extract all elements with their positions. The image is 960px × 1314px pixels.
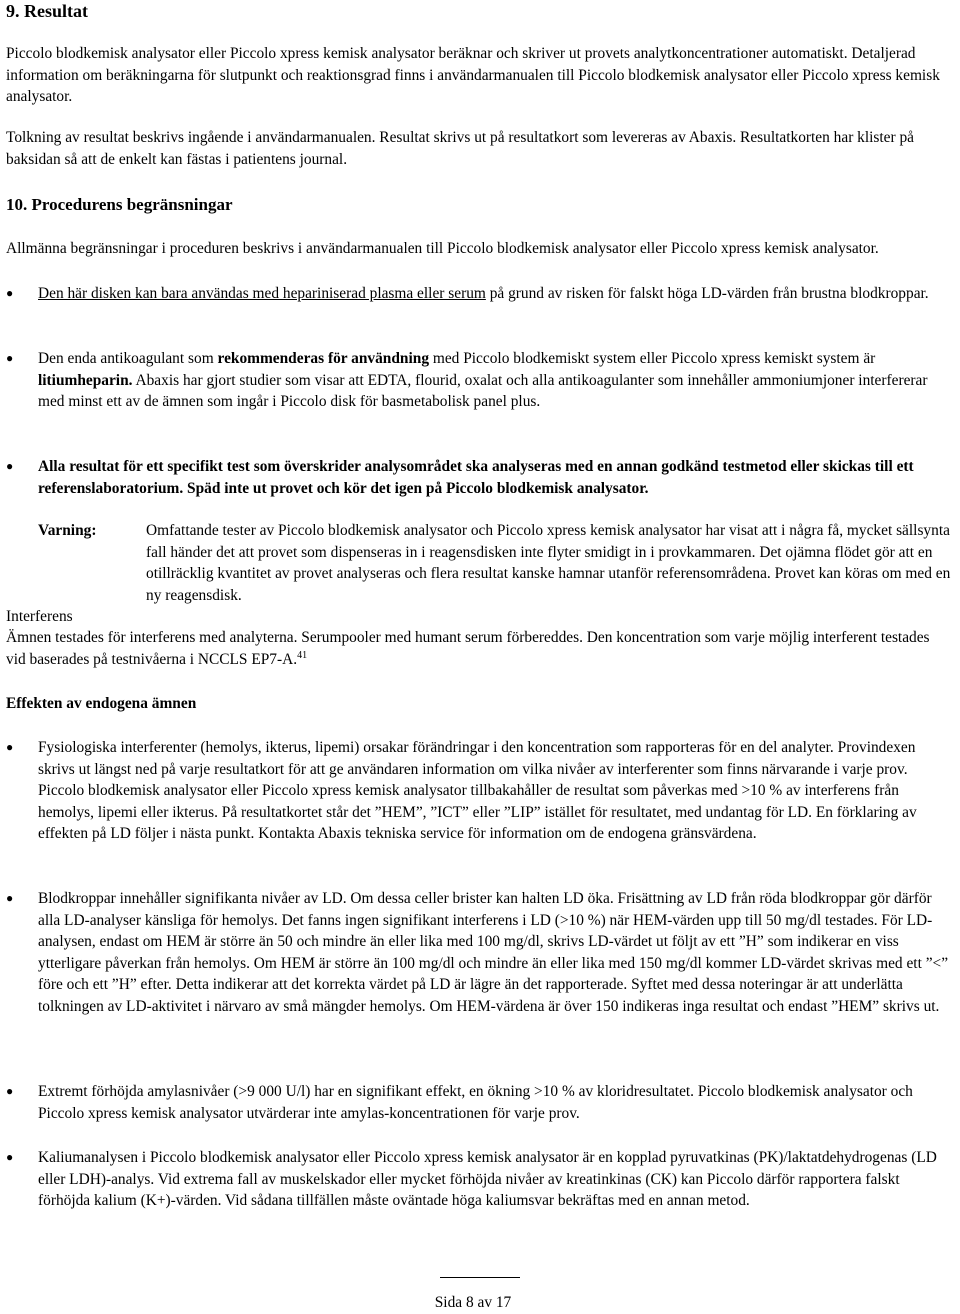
bullet-icon: ● <box>6 740 14 754</box>
warning-label: Varning: <box>38 522 97 539</box>
effekten-heading: Effekten av endogena ämnen <box>6 695 197 712</box>
section-9-paragraph-2: Tolkning av resultat beskrivs ingående i användarmanualen. Resultat skrivs ut på resultatkort som levereras av Abaxis. Resultatkorten har klister på baksidan så att de enkelt kan fästas i patientens journal. <box>6 129 915 168</box>
section-9-paragraph-1: Piccolo blodkemisk analysator eller Piccolo xpress kemisk analysator beräknar och skriver ut provets analytkoncentrationer automatiskt. Detaljerad information om beräkningarna för slutpunkt och reaktionsgrad finns i användarmanualen till Piccolo blodkemisk analysator eller Piccolo xpress kemisk analysator. <box>6 45 940 106</box>
interferens-text: Ämnen testades för interferens med analyterna. Serumpooler med humant serum förbereddes. Den koncentration som varje möjlig interferent testades vid baserades på testnivåerna i NCCLS EP7-A.$^{41}$ <box>6 629 930 668</box>
bullet-icon: ● <box>6 891 14 905</box>
section-10-intro: Allmänna begränsningar i proceduren beskrivs i användarmanualen till Piccolo blodkemisk analysator eller Piccolo xpress kemisk analysator. <box>6 240 879 257</box>
bullet-icon: ● <box>6 459 14 473</box>
interferens-heading: Interferens <box>6 608 73 625</box>
bullet-icon: ● <box>6 286 14 300</box>
list-item-text: Kaliumanalysen i Piccolo blodkemisk analysator eller Piccolo xpress kemisk analysator är en kopplad pyruvatkinas (PK)/laktatdehydrogenas (LD eller LDH)-analys. Vid extrema fall av muskelskador eller mycket förhöjda nivåer av kreatinkinas (CK) kan Piccolo därför rapportera falskt förhöjda kalium (K+)-värden. Vid sådana tillfällen måste oväntade höga kaliumsvar bekräftas med en annan metod. <box>38 1149 937 1210</box>
bullet-icon: ● <box>6 1150 14 1164</box>
list-item-text: Den här disken kan bara användas med hepariniserad plasma eller serum på grund av risken för falskt höga LD-värden från brustna blodkroppar. <box>38 285 929 302</box>
section-9-heading: 9. Resultat <box>6 1 88 21</box>
bullet-icon: ● <box>6 351 14 365</box>
section-10-heading: 10. Procedurens begränsningar <box>6 195 233 214</box>
list-item-text: Fysiologiska interferenter (hemolys, ikterus, lipemi) orsakar förändringar i den koncentration som rapporteras för en del analyter. Provindexen skrivs ut längst ned på varje resultatkort för att ge användaren information om vilka nivåer av interferenter som finns närvarande i varje prov. Piccolo blodkemisk analysator eller Piccolo xpress kemisk analysator tillbakahåller de resultat som påverkas med >10 % av interferens från hemolys, lipemi eller ikterus. På resultatkortet står det ”HEM”, ”ICT” eller ”LIP” istället för resultatet, med undantag för LD. En förklaring av effekten på LD följer i nästa punkt. Kontakta Abaxis tekniska service för information om de endogena gränsvärdena. <box>38 739 917 843</box>
list-item-text: Blodkroppar innehåller signifikanta nivåer av LD. Om dessa celler brister kan halten LD öka. Frisättning av LD från röda blodkroppar gör därför alla LD-analyser känsliga för hemolys. Det fanns ingen signifikant interferens i LD (>10 %) när HEM-värden upp till 50 mg/dl testades. För LD-analysen, endast om HEM är större än 50 och mindre än eller lika med 100 mg/dl, skrivs LD-värdet ut följt av ett ”H” som indikerar en viss ytterligare påverkan från hemolys. Om HEM är större än 100 mg/dl och mindre än eller lika med 150 mg/dl kommer LD-värdet skrivas med ett ”<” före och ett ”H” efter. Detta indikerar att det korrekta värdet på LD är lägre än det rapporterade. Syftet med dessa noteringar är att underlätta tolkningen av LD-aktivitet i närvaro av små mängder hemolys. Om HEM-värdena är över 150 indikeras inga resultat och endast ”HEM” skrivs ut. <box>38 890 949 1015</box>
footer-divider <box>440 1277 520 1278</box>
warning-text: Omfattande tester av Piccolo blodkemisk analysator och Piccolo xpress kemisk analysator har visat att i några få, mycket sällsynta fall händer det att provet som dispenseras in i reagensdisken inte flyter smidigt in i provkammaren. Det ojämna flödet gör att en otillräcklig kvantitet av provet analyseras och flera resultat kanske hamnar utanför referensområdena. Provet kan köras om med en ny reagensdisk. <box>146 522 951 604</box>
list-item-text: Alla resultat för ett specifikt test som överskrider analysområdet ska analyseras med en annan godkänd testmetod eller skickas till ett referenslaboratorium. Späd inte ut provet och kör det igen på Piccolo blodkemisk analysator. <box>38 458 914 497</box>
list-item-text: Extremt förhöjda amylasnivåer (>9 000 U/l) har en signifikant effekt, en ökning >10 % av kloridresultatet. Piccolo blodkemisk analysator och Piccolo xpress kemisk analysator utvärderar inte amylas-koncentrationen för varje prov. <box>38 1083 913 1122</box>
page-number: Sida 8 av 17 <box>434 1294 512 1311</box>
list-item-text: Den enda antikoagulant som rekommenderas för användning med Piccolo blodkemiskt system eller Piccolo xpress kemiskt system är litiumheparin. Abaxis har gjort studier som visar att EDTA, flourid, oxalat och alla antikoagulanter som innehåller ammoniumjoner interfererar med minst ett av de ämnen som ingår i Piccolo disk för basmetabolisk panel plus. <box>38 350 928 411</box>
bullet-icon: ● <box>6 1084 14 1098</box>
